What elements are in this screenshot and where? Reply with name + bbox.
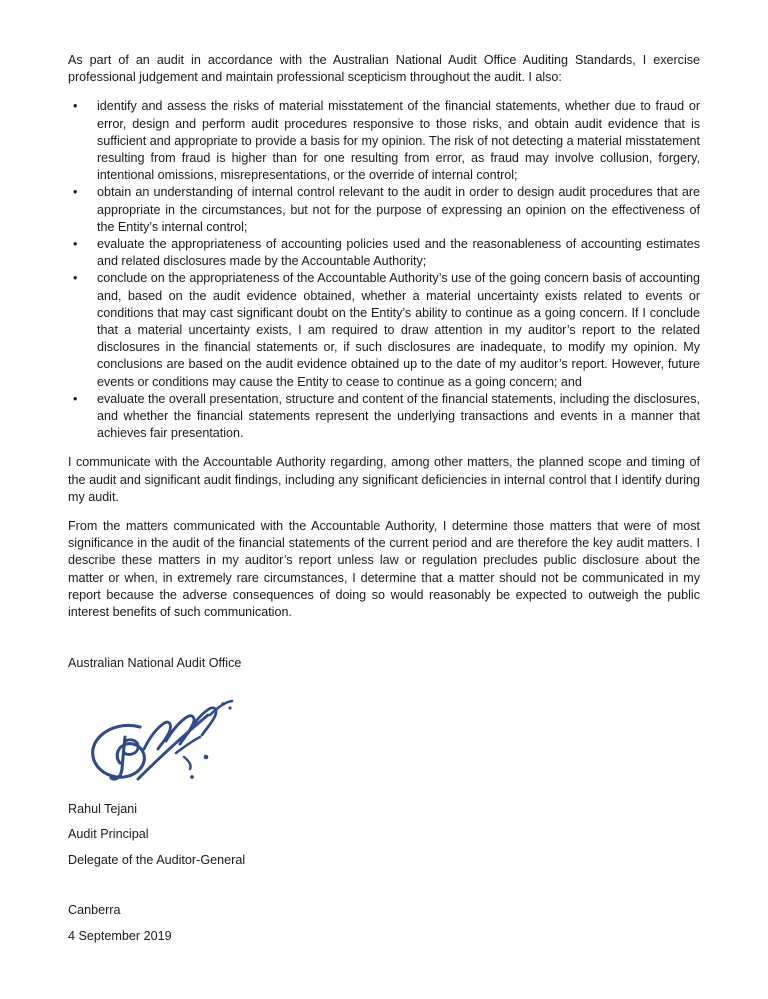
signatory-role: Delegate of the Auditor-General [68,852,246,867]
list-item [68,184,700,236]
location: Canberra [68,903,121,918]
list-item [68,270,700,390]
communication-paragraph: I communicate with the Accountable Authority regarding, among other matters, the planned scope and timing of the audit and significant audit findings, including any significant deficiencies in internal control that I identify during my audit. [68,455,700,504]
list-item-text: conclude on the appropriateness of the Accountable Authority’s use of the going concern basis of accounting and, based on the audit evidence obtained, whether a material uncertainty exists related to events or conditions that may cast significant doubt on the Entity’s ability to continue as a going concern. If I conclude that a material uncertainty exists, I am required to draw attention in my auditor’s report to the related disclosures in the financial statements or, if such disclosures are inadequate, to modify my opinion. My conclusions are based on the audit evidence obtained up to the date of my auditor’s report. However, future events or conditions may cause the Entity to cease to continue as a going concern; and [97,271,700,389]
list-item [68,236,700,270]
bullet-icon: • [73,271,78,286]
date: 4 September 2019 [68,928,172,943]
intro-paragraph: As part of an audit in accordance with the Australian National Audit Office Auditing Standards, I exercise professional judgement and maintain professional scepticism throughout the audit. I also: [68,53,700,85]
list-item [68,391,700,443]
bullet-icon: • [73,185,78,200]
handwritten-signature-icon [80,691,260,787]
document-body [68,52,700,949]
signature-block [80,691,280,787]
bullet-icon: • [73,237,78,252]
bullet-icon: • [73,99,78,114]
location-date-block [68,898,700,949]
list-item [68,98,700,184]
spacer [68,633,700,655]
list-item-text: evaluate the overall presentation, structure and content of the financial statements, including the disclosures, and whether the financial statements represent the underlying transactions and events in a manner that achieves fair presentation. [97,391,700,441]
audit-responsibilities-list [68,98,700,442]
audit-office-name: Australian National Audit Office [68,656,242,671]
list-item-text: identify and assess the risks of material misstatement of the financial statements, whether due to fraud or error, design and perform audit procedures responsive to those risks, and obtain audit evidence that is sufficient and appropriate to provide a basis for my opinion. The risk of not detecting a material misstatement resulting from fraud is higher than for one resulting from error, as fraud may involve collusion, forgery, intentional omissions, misrepresentations, or the override of internal control; [97,99,700,183]
list-item-text: evaluate the appropriateness of accounting policies used and the reasonableness of accounting estimates and related disclosures made by the Accountable Authority; [97,237,700,269]
bullet-icon: • [73,391,78,406]
signatory-name: Rahul Tejani [68,801,138,816]
list-item-text: obtain an understanding of internal control relevant to the audit in order to design audit procedures that are appropriate in the circumstances, but not for the purpose of expressing an opinion on the effectiveness of the Entity’s internal control; [97,185,700,234]
signatory-details [68,797,700,874]
key-audit-matters-paragraph: From the matters communicated with the Accountable Authority, I determine those matters that were of most significance in the audit of the financial statements of the current period and are therefore the key audit matters. I describe these matters in my auditor’s report unless law or regulation precludes public disclosure about the matter or when, in extremely rare circumstances, I determine that a matter should not be communicated in my report because the adverse consequences of doing so would reasonably be expected to outweigh the public interest benefits of such communication. [68,519,700,620]
signatory-title: Audit Principal [68,827,149,842]
